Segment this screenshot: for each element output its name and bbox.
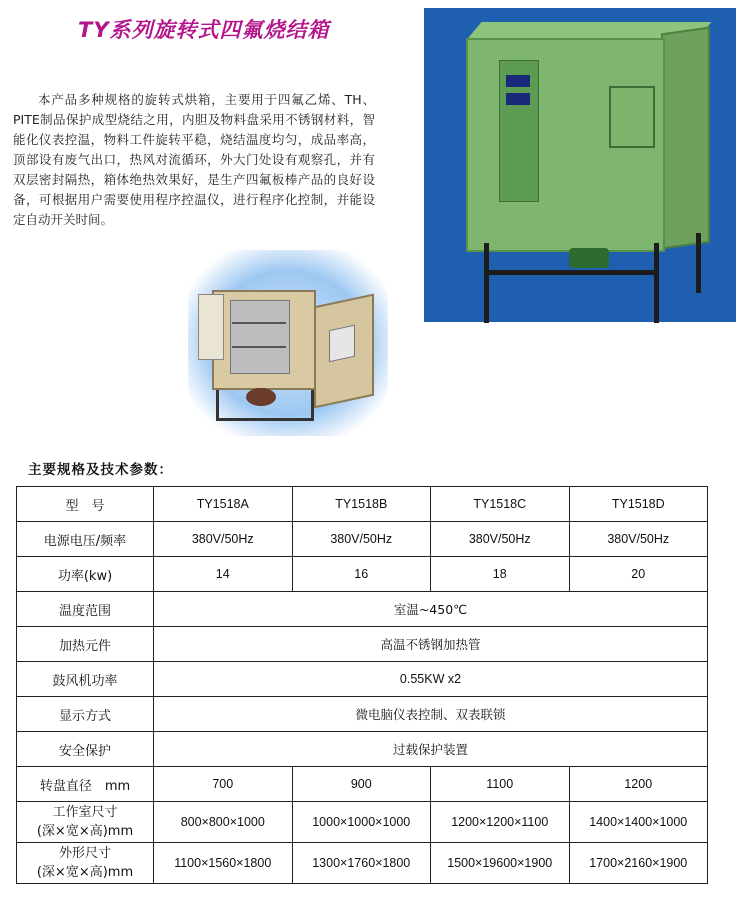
table-cell: 1300×1760×1800: [292, 843, 431, 884]
table-cell: 1500×19600×1900: [431, 843, 570, 884]
table-row: [17, 697, 708, 732]
control-panel: [499, 60, 539, 202]
table-cell: 过载保护装置: [154, 732, 708, 767]
table-cell: 18: [431, 557, 570, 592]
table-cell: 16: [292, 557, 431, 592]
display-screen: [506, 93, 530, 105]
oven-photo-green: [424, 8, 736, 322]
observation-window: [329, 325, 355, 363]
product-description: 本产品多种规格的旋转式烘箱，主要用于四氟乙烯、TH、PITE制品保护成型烧结之用，内胆及物料盘采用不锈钢材料，智能化仪表控温，物料工件旋转平稳，烧结温度均匀，成品率高，顶部设有废气出口，热风对流循环，外大门处设有观察孔，并有双层密封隔热，箱体绝热效果好，是生产四氟板棒产品的良好设备，可根据用户需要使用程序控温仪，进行程序化控制，并能设定自动开关时间。: [13, 92, 375, 227]
table-cell: 800×800×1000: [154, 802, 293, 843]
row-label: 鼓风机功率: [17, 662, 154, 697]
row-label: 显示方式: [17, 697, 154, 732]
stand-leg: [696, 233, 701, 293]
table-row: [17, 662, 708, 697]
row-label: 温度范围: [17, 592, 154, 627]
row-label: 功率(kw): [17, 557, 154, 592]
motor: [569, 248, 609, 268]
table-cell: 380V/50Hz: [431, 522, 570, 557]
table-row: [17, 767, 708, 802]
row-label-line: 工作室尺寸: [52, 805, 118, 820]
table-cell: 1200: [569, 767, 708, 802]
table-cell: 1100×1560×1800: [154, 843, 293, 884]
table-row: [17, 802, 708, 843]
model-cell: TY1518A: [154, 487, 293, 522]
table-cell: 700: [154, 767, 293, 802]
table-cell: 高温不锈钢加热管: [154, 627, 708, 662]
table-row: [17, 732, 708, 767]
row-label: [17, 843, 154, 884]
table-cell: 900: [292, 767, 431, 802]
row-label-line: (深×宽×高)mm: [36, 865, 134, 880]
oven-side: [661, 27, 710, 250]
table-cell: 1000×1000×1000: [292, 802, 431, 843]
table-row: [17, 627, 708, 662]
spec-table: [16, 486, 708, 884]
table-cell: 室温~450℃: [154, 592, 708, 627]
oven-chamber: [230, 300, 290, 374]
stand-leg: [654, 243, 659, 323]
observation-window: [609, 86, 655, 148]
table-cell: 1700×2160×1900: [569, 843, 708, 884]
table-cell: 14: [154, 557, 293, 592]
table-row: [17, 557, 708, 592]
table-cell: 380V/50Hz: [154, 522, 293, 557]
row-label: 转盘直径 mm: [17, 767, 154, 802]
table-row: [17, 522, 708, 557]
table-cell: 0.55KW x2: [154, 662, 708, 697]
table-cell: 380V/50Hz: [292, 522, 431, 557]
model-cell: TY1518C: [431, 487, 570, 522]
spec-section-title: 主要规格及技术参数：: [28, 462, 173, 478]
table-row: [17, 843, 708, 884]
model-cell: TY1518B: [292, 487, 431, 522]
table-row: [17, 592, 708, 627]
table-cell: 1200×1200×1100: [431, 802, 570, 843]
table-cell: 1100: [431, 767, 570, 802]
table-row: [17, 487, 708, 522]
control-panel: [198, 294, 224, 360]
stand-bar: [484, 270, 659, 275]
model-cell: TY1518D: [569, 487, 708, 522]
row-label: [17, 802, 154, 843]
stand-leg: [484, 243, 489, 323]
table-cell: 20: [569, 557, 708, 592]
shelf: [232, 322, 286, 324]
row-label: 安全保护: [17, 732, 154, 767]
row-label-line: (深×宽×高)mm: [36, 824, 134, 839]
table-cell: 1400×1400×1000: [569, 802, 708, 843]
oven-photo-open: [188, 250, 388, 436]
row-label: 型 号: [17, 487, 154, 522]
oven-door: [314, 294, 374, 409]
turntable-motor: [246, 388, 276, 406]
page-title: TY系列旋转式四氟烧结箱: [78, 18, 330, 42]
row-label-line: 外形尺寸: [58, 846, 111, 861]
table-cell: 微电脑仪表控制、双表联锁: [154, 697, 708, 732]
shelf: [232, 346, 286, 348]
row-label: 电源电压/频率: [17, 522, 154, 557]
display-screen: [506, 75, 530, 87]
table-cell: 380V/50Hz: [569, 522, 708, 557]
row-label: 加热元件: [17, 627, 154, 662]
